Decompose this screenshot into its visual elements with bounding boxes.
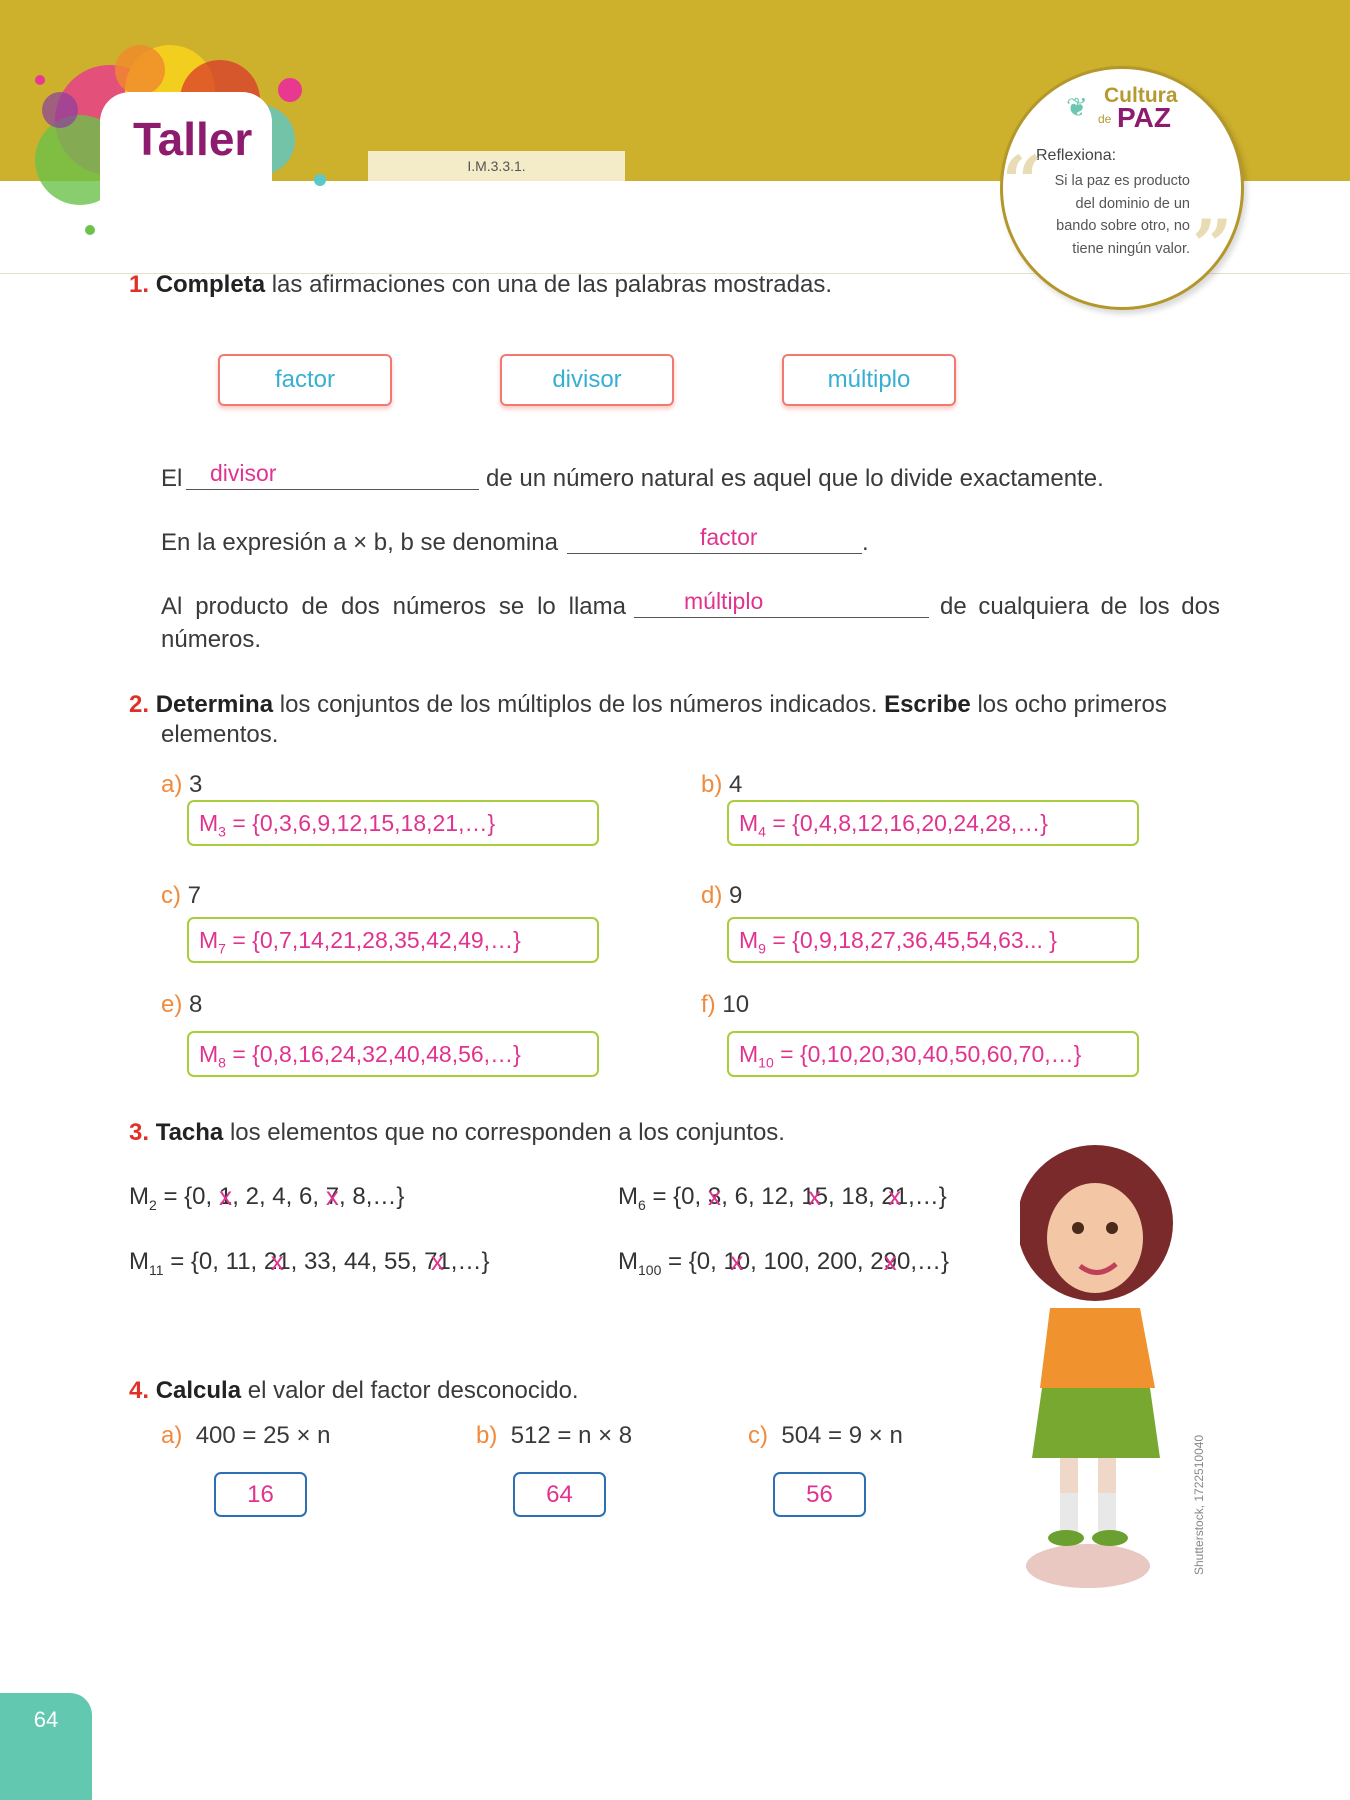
crossed-element[interactable]: 15 x bbox=[801, 1183, 828, 1211]
crossed-element[interactable]: 71 x bbox=[424, 1248, 451, 1276]
set-element[interactable]: 6 bbox=[734, 1183, 748, 1210]
quote-line: del dominio de un bbox=[1075, 195, 1190, 212]
open-quote-icon: “ bbox=[1002, 140, 1043, 223]
set-element[interactable]: 0 bbox=[681, 1183, 695, 1210]
sentence-text: El bbox=[161, 465, 183, 492]
set-element[interactable]: 2 bbox=[245, 1183, 259, 1210]
q4-expression: c) 504 = 9 × n bbox=[748, 1422, 903, 1449]
sentence-text: números. bbox=[161, 626, 262, 653]
crossed-element[interactable]: 21 x bbox=[264, 1248, 291, 1276]
sentence-text: En la expresión a × b, b se denomina bbox=[161, 529, 558, 556]
q2-item-label: b) 4 bbox=[701, 771, 743, 798]
set-element[interactable]: 8 bbox=[352, 1183, 366, 1210]
set-element[interactable]: 0 bbox=[192, 1183, 206, 1210]
logo-paz: PAZ bbox=[1117, 102, 1171, 133]
sentence-text: de un número natural es aquel que lo divide exactamente. bbox=[486, 465, 1104, 492]
q2-instruction: 2. Determina los conjuntos de los múltiplos de los números indicados. Escribe los ocho primeros elementos. bbox=[129, 691, 1167, 748]
set-element[interactable]: 4 bbox=[272, 1183, 286, 1210]
set-element[interactable]: 18 bbox=[841, 1183, 869, 1210]
multiples-set-box[interactable]: $M_{10}$ = {0,10,20,30,40,50,60,70,…} bbox=[727, 1031, 1139, 1077]
answer-blank-3[interactable]: múltiplo bbox=[634, 590, 929, 618]
girl-illustration bbox=[1020, 1128, 1205, 1593]
q2-item-label: a) 3 bbox=[161, 771, 203, 798]
q2-item-label: f) 10 bbox=[701, 991, 750, 1018]
set-element[interactable]: 100 bbox=[763, 1248, 804, 1275]
section-title: Taller bbox=[133, 113, 253, 165]
crossed-element[interactable]: 3 x bbox=[708, 1183, 721, 1211]
multiples-set-box[interactable]: $M_7$ = {0,7,14,21,28,35,42,49,…} bbox=[187, 917, 599, 963]
set-to-cross: $M_6 = \{0$, 3 x, 6, 12, 15 x, 18, 21 x,…} bbox=[618, 1183, 947, 1213]
crossed-element[interactable]: 21 x bbox=[881, 1183, 908, 1211]
answer-box[interactable]: 64 bbox=[513, 1472, 606, 1517]
multiples-set-box[interactable]: $M_3$ = {0,3,6,9,12,15,18,21,…} bbox=[187, 800, 599, 846]
crossed-element[interactable]: 10 x bbox=[723, 1248, 750, 1276]
set-element[interactable]: 55 bbox=[384, 1248, 411, 1275]
logo-cultura: Cultura bbox=[1104, 84, 1178, 107]
q2-item-label: e) 8 bbox=[161, 991, 203, 1018]
set-element[interactable]: 11 bbox=[225, 1248, 251, 1275]
q4-expression: b) 512 = n × 8 bbox=[476, 1422, 633, 1449]
crossed-element[interactable]: 1 x bbox=[219, 1183, 232, 1211]
q2-item-label: c) 7 bbox=[161, 882, 202, 909]
curriculum-code: I.M.3.3.1. bbox=[368, 151, 625, 181]
q3-instruction: 3. Tacha los elementos que no corresponden a los conjuntos. bbox=[129, 1119, 785, 1146]
sentence-text: de cualquiera de los dos bbox=[940, 593, 1220, 620]
reflection-quote bbox=[1050, 170, 1190, 260]
set-element[interactable]: 44 bbox=[343, 1248, 371, 1275]
image-credit: Shutterstock, 1722510040 bbox=[1192, 1434, 1206, 1575]
set-element[interactable]: 12 bbox=[761, 1183, 788, 1210]
multiples-set-box[interactable]: $M_4$ = {0,4,8,12,16,20,24,28,…} bbox=[727, 800, 1139, 846]
q4-expression: a) 400 = 25 × n bbox=[161, 1422, 331, 1449]
reflect-label: Reflexiona: bbox=[1036, 147, 1117, 164]
q4-instruction: 4. Calcula el valor del factor desconocido. bbox=[129, 1377, 579, 1404]
set-to-cross: $M_{11} = \{0$, 11, 21 x, 33, 44, 55, 71 x,…} bbox=[129, 1248, 489, 1278]
q1-instruction: 1. Completa las afirmaciones con una de las palabras mostradas. bbox=[129, 271, 833, 298]
dove-icon: ❦ bbox=[1066, 92, 1088, 122]
sentence-text: . bbox=[862, 529, 869, 556]
set-element[interactable]: 6 bbox=[298, 1183, 313, 1210]
answer-blank-2[interactable]: factor bbox=[567, 526, 862, 554]
crossed-element[interactable]: 290 x bbox=[870, 1248, 910, 1276]
quote-line: bando sobre otro, no bbox=[1056, 218, 1190, 234]
answer-box[interactable]: 56 bbox=[773, 1472, 866, 1517]
set-element[interactable]: 33 bbox=[303, 1248, 331, 1275]
multiples-set-box[interactable]: $M_9 = \{0,9,18,27,36,45,54,63$... } bbox=[727, 917, 1139, 963]
set-element[interactable]: 0 bbox=[696, 1248, 711, 1275]
sentence-text: Al producto de dos números se lo llama bbox=[161, 593, 626, 620]
word-card-divisor: divisor bbox=[500, 354, 674, 406]
logo-de: de bbox=[1098, 112, 1112, 126]
q2-item-label: d) 9 bbox=[701, 882, 743, 909]
set-to-cross: $M_{100} = \{0$, 10 x, 100, 200, 290 x,…} bbox=[618, 1248, 949, 1278]
quote-line: tiene ningún valor. bbox=[1072, 240, 1190, 257]
set-to-cross: $M_2 = \{0$, 1 x, 2, 4, 6, 7 x, 8,…} bbox=[129, 1183, 404, 1213]
word-card-factor: factor bbox=[218, 354, 392, 406]
word-card-multiplo: múltiplo bbox=[782, 354, 956, 406]
page-number: 64 bbox=[33, 1707, 59, 1732]
set-element[interactable]: 0 bbox=[198, 1248, 213, 1275]
answer-blank-1[interactable]: divisor bbox=[186, 462, 479, 490]
multiples-set-box[interactable]: $M_8$ = {0,8,16,24,32,40,48,56,…} bbox=[187, 1031, 599, 1077]
close-quote-icon: ” bbox=[1192, 204, 1233, 287]
crossed-element[interactable]: 7 x bbox=[326, 1183, 339, 1211]
quote-line: Si la paz es producto bbox=[1054, 173, 1190, 189]
answer-box[interactable]: 16 bbox=[214, 1472, 307, 1517]
set-element[interactable]: 200 bbox=[816, 1248, 857, 1275]
